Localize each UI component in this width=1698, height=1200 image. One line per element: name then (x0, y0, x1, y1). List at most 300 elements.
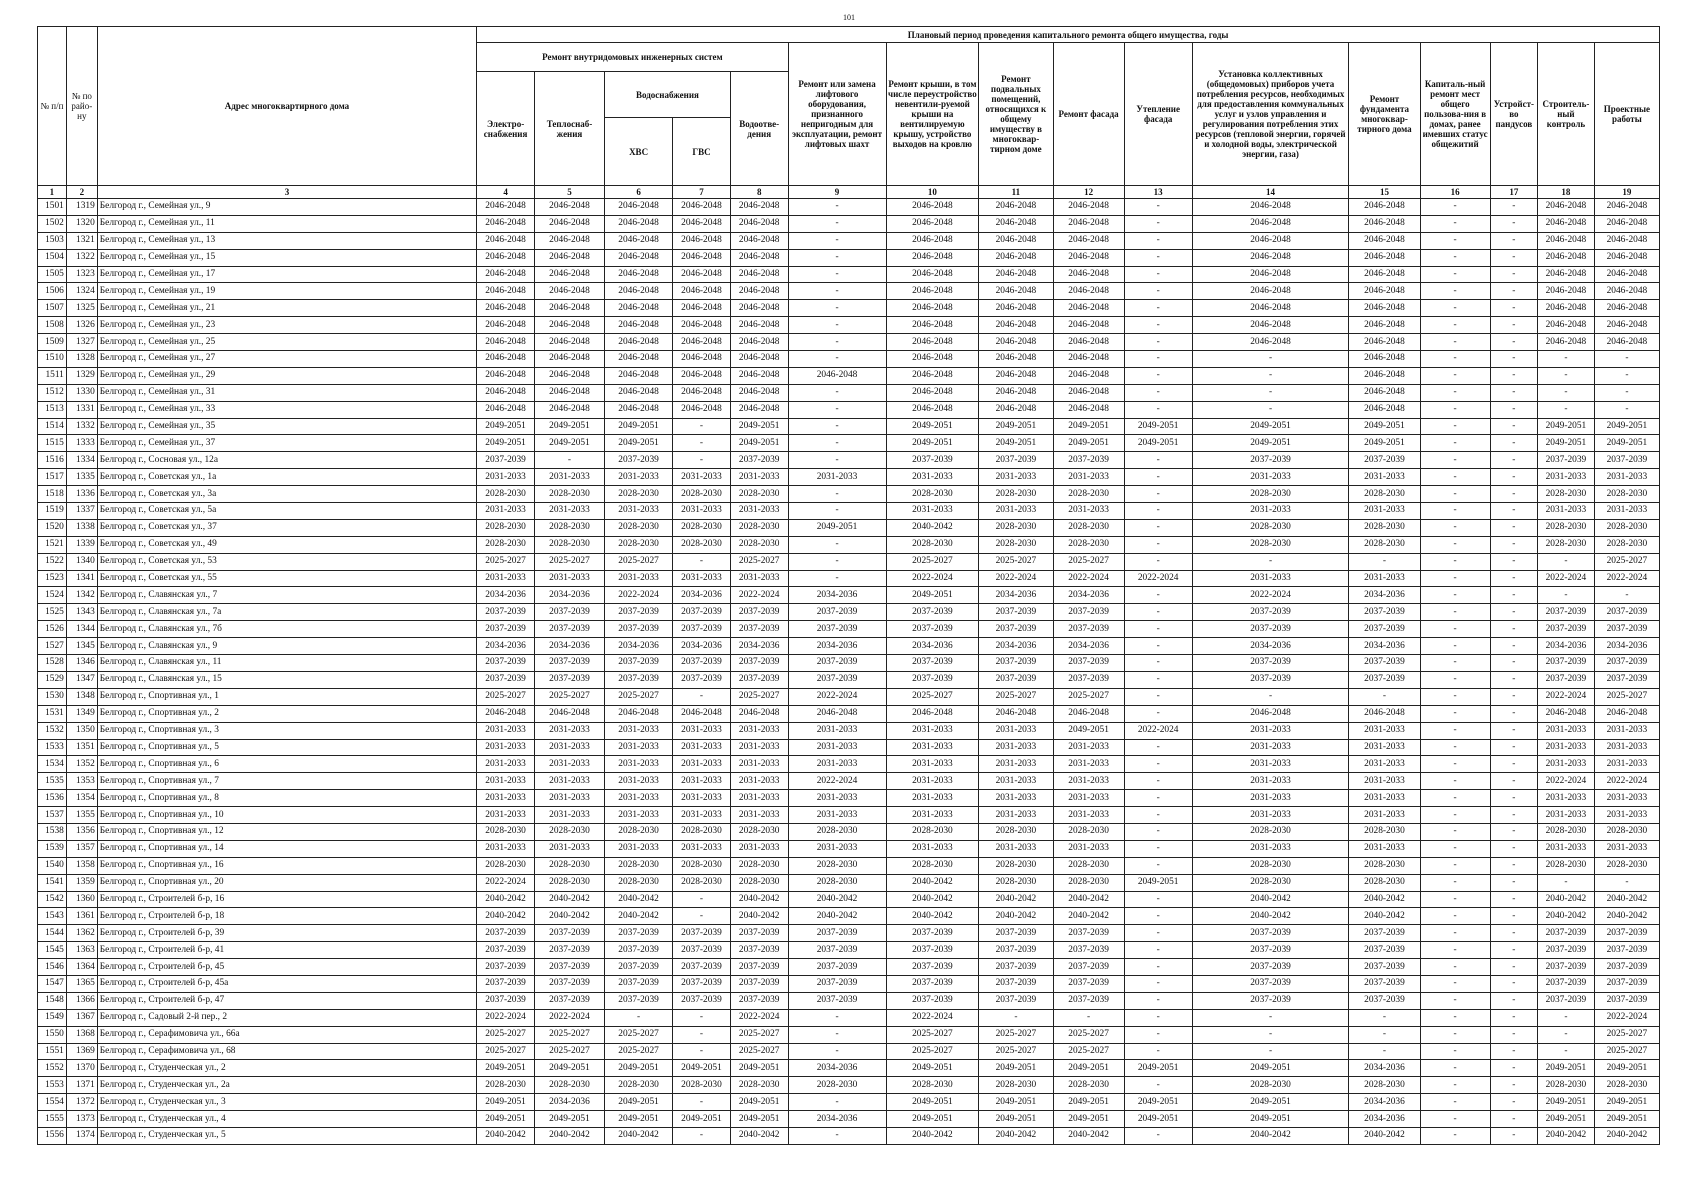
period-cell: 2046-2048 (886, 283, 979, 300)
period-cell: - (1053, 1009, 1124, 1026)
period-cell: - (1490, 452, 1537, 469)
period-cell: 2025-2027 (605, 1043, 673, 1060)
period-cell: 2031-2033 (1053, 840, 1124, 857)
table-row (38, 807, 1660, 824)
period-cell: - (1349, 688, 1420, 705)
period-cell: 2046-2048 (730, 266, 788, 283)
district-number: 1351 (66, 739, 97, 756)
table-row (38, 199, 1660, 216)
period-cell: 2037-2039 (886, 621, 979, 638)
period-cell: 2046-2048 (1053, 232, 1124, 249)
period-cell: - (1420, 232, 1490, 249)
period-cell: 2046-2048 (673, 705, 731, 722)
period-cell: 2046-2048 (673, 232, 731, 249)
period-cell: 2028-2030 (534, 519, 604, 536)
period-cell: 2031-2033 (1192, 503, 1349, 520)
period-cell: 2037-2039 (1538, 942, 1595, 959)
header-num-district: № по райо-ну (66, 27, 97, 186)
row-number: 1511 (38, 367, 67, 384)
column-number: 9 (788, 186, 886, 199)
period-cell: 2031-2033 (886, 739, 979, 756)
row-number: 1534 (38, 756, 67, 773)
period-cell: - (788, 503, 886, 520)
period-cell: 2037-2039 (477, 452, 535, 469)
period-cell: 2037-2039 (477, 925, 535, 942)
period-cell: - (788, 334, 886, 351)
address-cell: Белгород г., Советская ул., 3а (97, 486, 476, 503)
period-cell: 2037-2039 (477, 992, 535, 1009)
column-number: 14 (1192, 186, 1349, 199)
period-cell: 2022-2024 (1538, 570, 1595, 587)
period-cell: - (1420, 435, 1490, 452)
period-cell: - (1420, 874, 1490, 891)
period-cell: 2040-2042 (979, 1127, 1053, 1144)
district-number: 1371 (66, 1077, 97, 1094)
table-row (38, 367, 1660, 384)
period-cell: - (1420, 722, 1490, 739)
period-cell: 2028-2030 (673, 874, 731, 891)
address-cell: Белгород г., Строителей б-р, 45 (97, 959, 476, 976)
period-cell: 2028-2030 (1594, 486, 1659, 503)
period-cell: 2031-2033 (1053, 807, 1124, 824)
column-number: 7 (673, 186, 731, 199)
period-cell: 2046-2048 (605, 351, 673, 368)
period-cell: 2037-2039 (1594, 925, 1659, 942)
capital-repair-schedule-table (37, 26, 1660, 1145)
period-cell: 2049-2051 (886, 1111, 979, 1128)
period-cell: - (1490, 1009, 1537, 1026)
period-cell: 2046-2048 (730, 317, 788, 334)
period-cell: 2046-2048 (1192, 300, 1349, 317)
period-cell: 2031-2033 (730, 469, 788, 486)
period-cell: 2031-2033 (1192, 790, 1349, 807)
period-cell: 2037-2039 (1594, 942, 1659, 959)
district-number: 1358 (66, 857, 97, 874)
period-cell: 2031-2033 (477, 790, 535, 807)
period-cell: 2031-2033 (673, 790, 731, 807)
period-cell: 2022-2024 (477, 1009, 535, 1026)
period-cell: - (1124, 790, 1192, 807)
period-cell: - (1349, 1043, 1420, 1060)
row-number: 1504 (38, 249, 67, 266)
period-cell: 2034-2036 (1349, 1111, 1420, 1128)
district-number: 1366 (66, 992, 97, 1009)
period-cell: 2031-2033 (605, 790, 673, 807)
period-cell: 2037-2039 (673, 604, 731, 621)
period-cell: - (1490, 1077, 1537, 1094)
period-cell: 2031-2033 (1594, 840, 1659, 857)
period-cell: 2037-2039 (788, 604, 886, 621)
period-cell: 2046-2048 (730, 367, 788, 384)
period-cell: 2031-2033 (1349, 773, 1420, 790)
period-cell: - (1490, 773, 1537, 790)
period-cell: 2028-2030 (979, 486, 1053, 503)
period-cell: 2037-2039 (1538, 925, 1595, 942)
period-cell: 2049-2051 (1124, 435, 1192, 452)
period-cell: 2049-2051 (673, 1060, 731, 1077)
period-cell: - (1124, 604, 1192, 621)
header-foundation: Ремонт фундамента многоквар-тирного дома (1349, 43, 1420, 186)
period-cell: 2049-2051 (1053, 435, 1124, 452)
period-cell: - (1420, 1077, 1490, 1094)
period-cell: 2037-2039 (1192, 655, 1349, 672)
row-number: 1547 (38, 975, 67, 992)
row-number: 1519 (38, 503, 67, 520)
period-cell: 2031-2033 (1594, 807, 1659, 824)
period-cell: 2037-2039 (1594, 975, 1659, 992)
period-cell: - (1420, 823, 1490, 840)
period-cell: 2046-2048 (1053, 401, 1124, 418)
period-cell: - (1124, 351, 1192, 368)
table-row (38, 1043, 1660, 1060)
period-cell: 2046-2048 (605, 232, 673, 249)
period-cell: 2031-2033 (1192, 570, 1349, 587)
period-cell: 2037-2039 (477, 621, 535, 638)
period-cell: 2037-2039 (1594, 452, 1659, 469)
period-cell: 2028-2030 (673, 536, 731, 553)
period-cell: - (1490, 722, 1537, 739)
header-facade-insulation: Утепление фасада (1124, 43, 1192, 186)
period-cell: 2031-2033 (477, 469, 535, 486)
period-cell: - (1420, 604, 1490, 621)
period-cell: - (1124, 300, 1192, 317)
period-cell: - (1420, 215, 1490, 232)
period-cell: 2037-2039 (788, 942, 886, 959)
period-cell: 2046-2048 (1349, 232, 1420, 249)
row-number: 1550 (38, 1026, 67, 1043)
period-cell: 2028-2030 (1538, 823, 1595, 840)
period-cell: - (788, 536, 886, 553)
period-cell: 2025-2027 (1594, 688, 1659, 705)
period-cell: - (1192, 1043, 1349, 1060)
district-number: 1338 (66, 519, 97, 536)
table-row (38, 486, 1660, 503)
period-cell: 2031-2033 (534, 807, 604, 824)
period-cell: 2037-2039 (534, 942, 604, 959)
period-cell: 2046-2048 (730, 705, 788, 722)
row-number: 1527 (38, 638, 67, 655)
address-cell: Белгород г., Славянская ул., 7 (97, 587, 476, 604)
address-cell: Белгород г., Семейная ул., 23 (97, 317, 476, 334)
period-cell: 2031-2033 (730, 503, 788, 520)
period-cell: 2031-2033 (979, 807, 1053, 824)
period-cell: - (1420, 655, 1490, 672)
period-cell: 2037-2039 (730, 671, 788, 688)
period-cell: 2046-2048 (1349, 705, 1420, 722)
period-cell: 2031-2033 (788, 840, 886, 857)
period-cell: 2037-2039 (788, 621, 886, 638)
period-cell: - (1349, 1009, 1420, 1026)
period-cell: 2028-2030 (673, 857, 731, 874)
period-cell: 2028-2030 (979, 1077, 1053, 1094)
period-cell: 2037-2039 (788, 655, 886, 672)
period-cell: 2022-2024 (788, 688, 886, 705)
period-cell: 2040-2042 (1192, 891, 1349, 908)
address-cell: Белгород г., Спортивная ул., 2 (97, 705, 476, 722)
period-cell: 2046-2048 (534, 249, 604, 266)
district-number: 1374 (66, 1127, 97, 1144)
period-cell: 2046-2048 (886, 705, 979, 722)
period-cell: 2046-2048 (730, 351, 788, 368)
row-number: 1507 (38, 300, 67, 317)
period-cell: 2037-2039 (673, 992, 731, 1009)
district-number: 1321 (66, 232, 97, 249)
period-cell: - (673, 1127, 731, 1144)
period-cell: 2031-2033 (730, 739, 788, 756)
period-cell: - (1420, 638, 1490, 655)
period-cell: 2028-2030 (605, 874, 673, 891)
period-cell: - (1538, 367, 1595, 384)
row-number: 1522 (38, 553, 67, 570)
period-cell: 2049-2051 (534, 418, 604, 435)
period-cell: 2025-2027 (534, 688, 604, 705)
period-cell: 2046-2048 (979, 351, 1053, 368)
period-cell: 2028-2030 (477, 1077, 535, 1094)
period-cell: 2049-2051 (477, 1060, 535, 1077)
period-cell: - (1420, 503, 1490, 520)
period-cell: 2037-2039 (1594, 604, 1659, 621)
period-cell: - (1420, 1009, 1490, 1026)
period-cell: 2031-2033 (1594, 503, 1659, 520)
period-cell: 2037-2039 (979, 671, 1053, 688)
period-cell: 2049-2051 (477, 418, 535, 435)
period-cell: 2034-2036 (605, 638, 673, 655)
period-cell: 2028-2030 (730, 486, 788, 503)
row-number: 1513 (38, 401, 67, 418)
period-cell: - (1124, 688, 1192, 705)
period-cell: 2031-2033 (534, 570, 604, 587)
row-number: 1552 (38, 1060, 67, 1077)
period-cell: 2040-2042 (534, 1127, 604, 1144)
period-cell: 2037-2039 (886, 975, 979, 992)
address-cell: Белгород г., Строителей б-р, 47 (97, 992, 476, 1009)
period-cell: - (1192, 384, 1349, 401)
address-cell: Белгород г., Славянская ул., 7а (97, 604, 476, 621)
period-cell: 2031-2033 (730, 790, 788, 807)
district-number: 1329 (66, 367, 97, 384)
header-heating: Теплоснаб-жения (534, 72, 604, 186)
period-cell: 2046-2048 (886, 300, 979, 317)
period-cell: 2031-2033 (605, 570, 673, 587)
period-cell: 2049-2051 (1192, 418, 1349, 435)
period-cell: 2031-2033 (730, 840, 788, 857)
period-cell: - (1538, 384, 1595, 401)
period-cell: 2046-2048 (1594, 232, 1659, 249)
period-cell: 2028-2030 (1349, 1077, 1420, 1094)
period-cell: 2025-2027 (1053, 1026, 1124, 1043)
table-row (38, 401, 1660, 418)
address-cell: Белгород г., Советская ул., 53 (97, 553, 476, 570)
row-number: 1546 (38, 959, 67, 976)
period-cell: 2046-2048 (477, 215, 535, 232)
address-cell: Белгород г., Строителей б-р, 39 (97, 925, 476, 942)
period-cell: 2037-2039 (534, 992, 604, 1009)
period-cell: 2037-2039 (979, 621, 1053, 638)
period-cell: 2031-2033 (1538, 756, 1595, 773)
period-cell: 2031-2033 (788, 739, 886, 756)
period-cell: 2031-2033 (1192, 722, 1349, 739)
period-cell: 2031-2033 (979, 469, 1053, 486)
period-cell: 2046-2048 (1349, 317, 1420, 334)
period-cell: 2040-2042 (477, 891, 535, 908)
table-body (38, 186, 1660, 1145)
period-cell: 2046-2048 (477, 249, 535, 266)
table-row (38, 384, 1660, 401)
period-cell: 2031-2033 (1192, 840, 1349, 857)
period-cell: 2031-2033 (1349, 570, 1420, 587)
period-cell: 2022-2024 (1594, 570, 1659, 587)
period-cell: - (1594, 401, 1659, 418)
period-cell: 2046-2048 (730, 215, 788, 232)
period-cell: 2034-2036 (477, 638, 535, 655)
address-cell: Белгород г., Семейная ул., 37 (97, 435, 476, 452)
period-cell: 2022-2024 (534, 1009, 604, 1026)
district-number: 1367 (66, 1009, 97, 1026)
header-hot-water: ГВС (673, 118, 731, 186)
period-cell: 2046-2048 (730, 249, 788, 266)
column-number: 3 (97, 186, 476, 199)
period-cell: 2046-2048 (886, 334, 979, 351)
table-row (38, 857, 1660, 874)
period-cell: 2028-2030 (673, 823, 731, 840)
period-cell: - (1490, 418, 1537, 435)
period-cell: 2025-2027 (979, 553, 1053, 570)
column-number: 11 (979, 186, 1053, 199)
table-row (38, 840, 1660, 857)
period-cell: - (1124, 1043, 1192, 1060)
period-cell: 2031-2033 (673, 840, 731, 857)
period-cell: 2046-2048 (1192, 266, 1349, 283)
table-row (38, 1111, 1660, 1128)
period-cell: 2037-2039 (886, 655, 979, 672)
period-cell: 2028-2030 (788, 823, 886, 840)
period-cell: 2025-2027 (1594, 1043, 1659, 1060)
period-cell: - (1490, 756, 1537, 773)
period-cell: - (1420, 975, 1490, 992)
period-cell: 2049-2051 (1538, 418, 1595, 435)
period-cell: 2046-2048 (605, 384, 673, 401)
header-construction-control: Строитель-ный контроль (1538, 43, 1595, 186)
period-cell: - (1124, 215, 1192, 232)
row-number: 1551 (38, 1043, 67, 1060)
period-cell: 2031-2033 (1192, 807, 1349, 824)
period-cell: - (1420, 891, 1490, 908)
period-cell: 2046-2048 (673, 199, 731, 216)
period-cell: 2046-2048 (605, 334, 673, 351)
period-cell: 2031-2033 (477, 773, 535, 790)
address-cell: Белгород г., Спортивная ул., 20 (97, 874, 476, 891)
row-number: 1530 (38, 688, 67, 705)
row-number: 1541 (38, 874, 67, 891)
address-cell: Белгород г., Спортивная ул., 5 (97, 739, 476, 756)
district-number: 1335 (66, 469, 97, 486)
period-cell: 2031-2033 (1349, 503, 1420, 520)
period-cell: 2028-2030 (1594, 519, 1659, 536)
period-cell: 2046-2048 (673, 367, 731, 384)
table-row (38, 874, 1660, 891)
row-number: 1517 (38, 469, 67, 486)
header-water-supply: Водоснабжения (605, 72, 731, 118)
period-cell: 2046-2048 (979, 283, 1053, 300)
period-cell: 2028-2030 (534, 536, 604, 553)
period-cell: 2031-2033 (534, 739, 604, 756)
period-cell: - (1490, 874, 1537, 891)
period-cell: 2022-2024 (1538, 688, 1595, 705)
district-number: 1373 (66, 1111, 97, 1128)
address-cell: Белгород г., Спортивная ул., 16 (97, 857, 476, 874)
period-cell: 2037-2039 (534, 925, 604, 942)
period-cell: 2034-2036 (1053, 587, 1124, 604)
period-cell: - (1420, 773, 1490, 790)
period-cell: 2037-2039 (673, 671, 731, 688)
period-cell: - (1192, 401, 1349, 418)
period-cell: 2034-2036 (534, 638, 604, 655)
period-cell: 2037-2039 (886, 925, 979, 942)
address-cell: Белгород г., Семейная ул., 17 (97, 266, 476, 283)
period-cell: 2025-2027 (1594, 1026, 1659, 1043)
period-cell: 2037-2039 (1349, 452, 1420, 469)
address-cell: Белгород г., Славянская ул., 9 (97, 638, 476, 655)
period-cell: - (1490, 401, 1537, 418)
period-cell: 2046-2048 (1349, 215, 1420, 232)
period-cell: 2046-2048 (673, 283, 731, 300)
period-cell: 2037-2039 (1192, 959, 1349, 976)
period-cell: - (1490, 536, 1537, 553)
period-cell: 2046-2048 (477, 384, 535, 401)
period-cell: 2037-2039 (1349, 975, 1420, 992)
period-cell: 2046-2048 (673, 351, 731, 368)
period-cell: 2046-2048 (730, 401, 788, 418)
period-cell: 2049-2051 (1124, 1094, 1192, 1111)
period-cell: 2049-2051 (886, 418, 979, 435)
district-number: 1346 (66, 655, 97, 672)
header-facade: Ремонт фасада (1053, 43, 1124, 186)
period-cell: 2049-2051 (886, 1060, 979, 1077)
period-cell: - (1124, 840, 1192, 857)
address-cell: Белгород г., Строителей б-р, 16 (97, 891, 476, 908)
period-cell: 2037-2039 (1538, 621, 1595, 638)
period-cell: - (1124, 249, 1192, 266)
period-cell: 2022-2024 (1594, 1009, 1659, 1026)
period-cell: 2046-2048 (477, 283, 535, 300)
period-cell: 2031-2033 (979, 790, 1053, 807)
header-ramps: Устройст-во пандусов (1490, 43, 1537, 186)
period-cell: 2031-2033 (477, 722, 535, 739)
period-cell: 2046-2048 (1594, 266, 1659, 283)
period-cell: 2049-2051 (1538, 1094, 1595, 1111)
table-row (38, 959, 1660, 976)
period-cell: - (1124, 908, 1192, 925)
district-number: 1331 (66, 401, 97, 418)
period-cell: 2037-2039 (673, 959, 731, 976)
period-cell: 2025-2027 (534, 553, 604, 570)
period-cell: 2031-2033 (673, 570, 731, 587)
period-cell: 2046-2048 (886, 215, 979, 232)
period-cell: 2037-2039 (1053, 925, 1124, 942)
period-cell: - (1420, 959, 1490, 976)
address-cell: Белгород г., Семейная ул., 13 (97, 232, 476, 249)
period-cell: - (788, 199, 886, 216)
period-cell: 2025-2027 (605, 1026, 673, 1043)
header-roof: Ремонт крыши, в том числе переустройство невентили-руемой крыши на вентилируемую крышу, устройство выходов на кровлю (886, 43, 979, 186)
period-cell: - (788, 249, 886, 266)
address-cell: Белгород г., Семейная ул., 11 (97, 215, 476, 232)
period-cell: 2037-2039 (1538, 992, 1595, 1009)
period-cell: 2037-2039 (1538, 959, 1595, 976)
page-number: 101 (843, 13, 855, 22)
period-cell: 2037-2039 (673, 925, 731, 942)
period-cell: 2049-2051 (605, 1060, 673, 1077)
